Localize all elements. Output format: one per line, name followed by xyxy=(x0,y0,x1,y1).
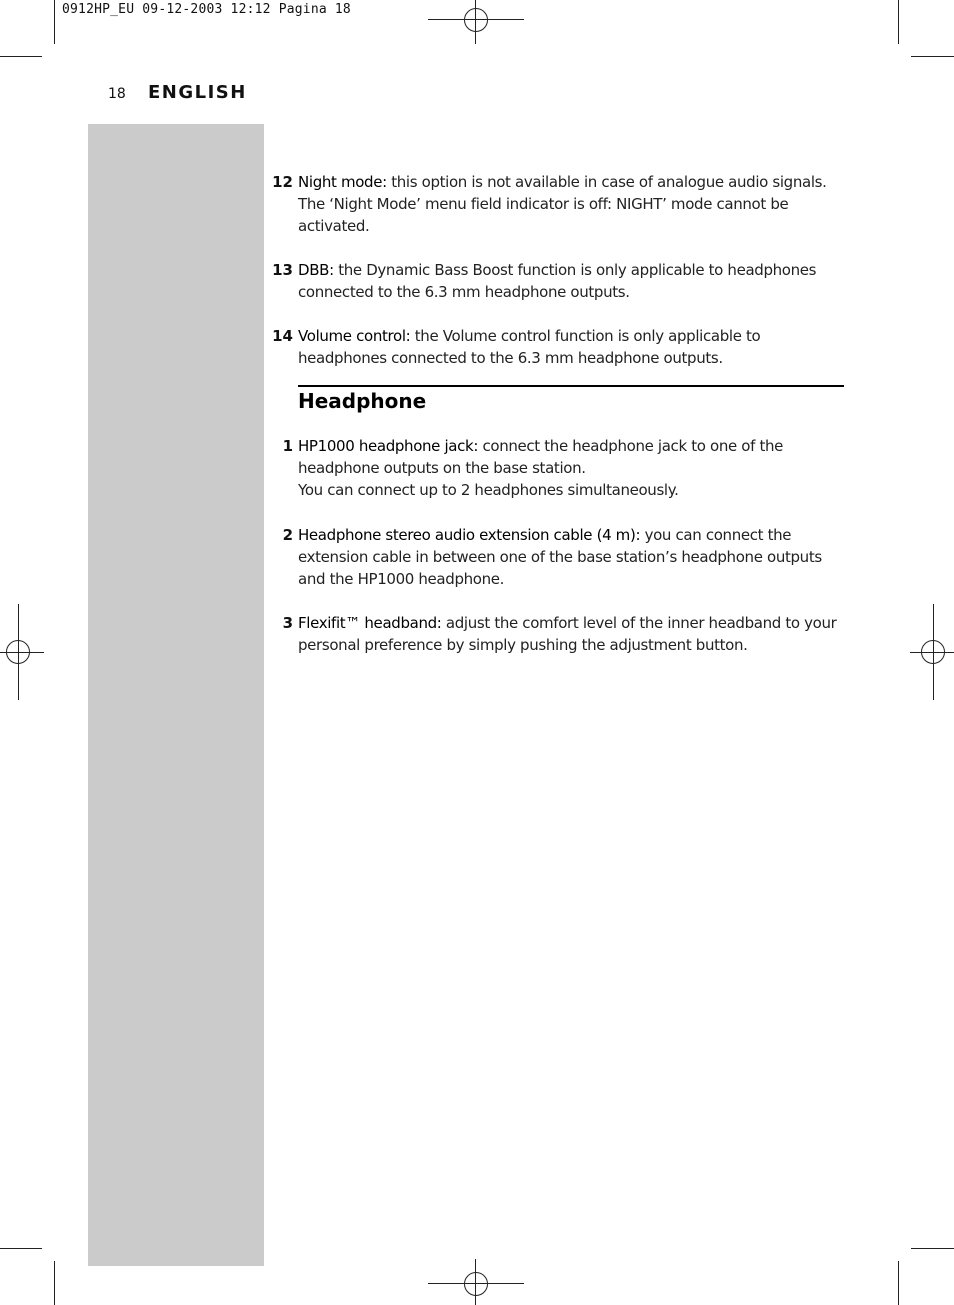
item-text: the Dynamic Bass Boost function is only applicable to headphones xyxy=(333,261,817,279)
item-term: DBB: xyxy=(298,261,334,279)
item-term: Headphone stereo audio extension cable (4 m): xyxy=(298,526,641,544)
item-line: The ‘Night Mode’ menu field indicator is off: NIGHT’ mode cannot be xyxy=(298,195,789,213)
section-rule xyxy=(298,385,844,387)
crop-mark-top-left-vertical xyxy=(54,0,55,44)
item-line xyxy=(298,171,844,193)
item-number: 3 xyxy=(282,614,293,632)
list-item xyxy=(270,524,844,590)
item-line: extension cable in between one of the base station’s headphone outputs xyxy=(298,548,822,566)
registration-mark-bottom xyxy=(428,1259,524,1305)
item-term: Volume control: xyxy=(298,327,411,345)
item-line xyxy=(298,259,844,281)
item-line: headphone outputs on the base station. xyxy=(298,459,586,477)
item-number: 1 xyxy=(282,437,293,455)
print-slug: 0912HP_EU 09-12-2003 12:12 Pagina 18 xyxy=(62,2,351,17)
list-item xyxy=(270,259,844,303)
crop-mark-top-left-horizontal xyxy=(0,56,42,57)
item-text: the Volume control function is only applicable to xyxy=(410,327,761,345)
item-term: HP1000 headphone jack: xyxy=(298,437,479,455)
item-text: connect the headphone jack to one of the xyxy=(478,437,784,455)
item-text: this option is not available in case of analogue audio signals. xyxy=(386,173,827,191)
registration-mark-left xyxy=(0,604,44,700)
item-line xyxy=(298,435,844,457)
item-line: You can connect up to 2 headphones simultaneously. xyxy=(298,481,679,499)
item-line xyxy=(298,325,844,347)
section-heading: Headphone xyxy=(298,389,427,413)
item-number: 14 xyxy=(272,327,293,345)
item-term: Night mode: xyxy=(298,173,387,191)
language-label: ENGLISH xyxy=(148,82,247,103)
item-term: Flexifit™ headband: xyxy=(298,614,442,632)
crop-mark-bottom-right-vertical xyxy=(898,1261,899,1305)
item-line: connected to the 6.3 mm headphone outputs. xyxy=(298,283,630,301)
registration-mark-right xyxy=(910,604,954,700)
list-item xyxy=(270,325,844,369)
item-line: personal preference by simply pushing the adjustment button. xyxy=(298,636,748,654)
item-line: headphones connected to the 6.3 mm headphone outputs. xyxy=(298,349,723,367)
item-number: 2 xyxy=(282,526,293,544)
item-number: 12 xyxy=(272,173,293,191)
item-line: and the HP1000 headphone. xyxy=(298,570,505,588)
item-line xyxy=(298,612,844,634)
page-number: 18 xyxy=(108,86,126,102)
list-item xyxy=(270,612,844,656)
list-item xyxy=(270,171,844,237)
item-text: you can connect the xyxy=(640,526,792,544)
crop-mark-bottom-right-horizontal xyxy=(911,1248,954,1249)
item-line: activated. xyxy=(298,217,370,235)
item-line xyxy=(298,524,844,546)
side-band xyxy=(88,124,264,1266)
item-text: adjust the comfort level of the inner headband to your xyxy=(441,614,837,632)
crop-mark-top-right-vertical xyxy=(898,0,899,44)
item-number: 13 xyxy=(272,261,293,279)
list-item xyxy=(270,435,844,501)
crop-mark-top-right-horizontal xyxy=(911,56,954,57)
crop-mark-bottom-left-vertical xyxy=(54,1261,55,1305)
registration-mark-top xyxy=(428,0,524,44)
crop-mark-bottom-left-horizontal xyxy=(0,1248,42,1249)
